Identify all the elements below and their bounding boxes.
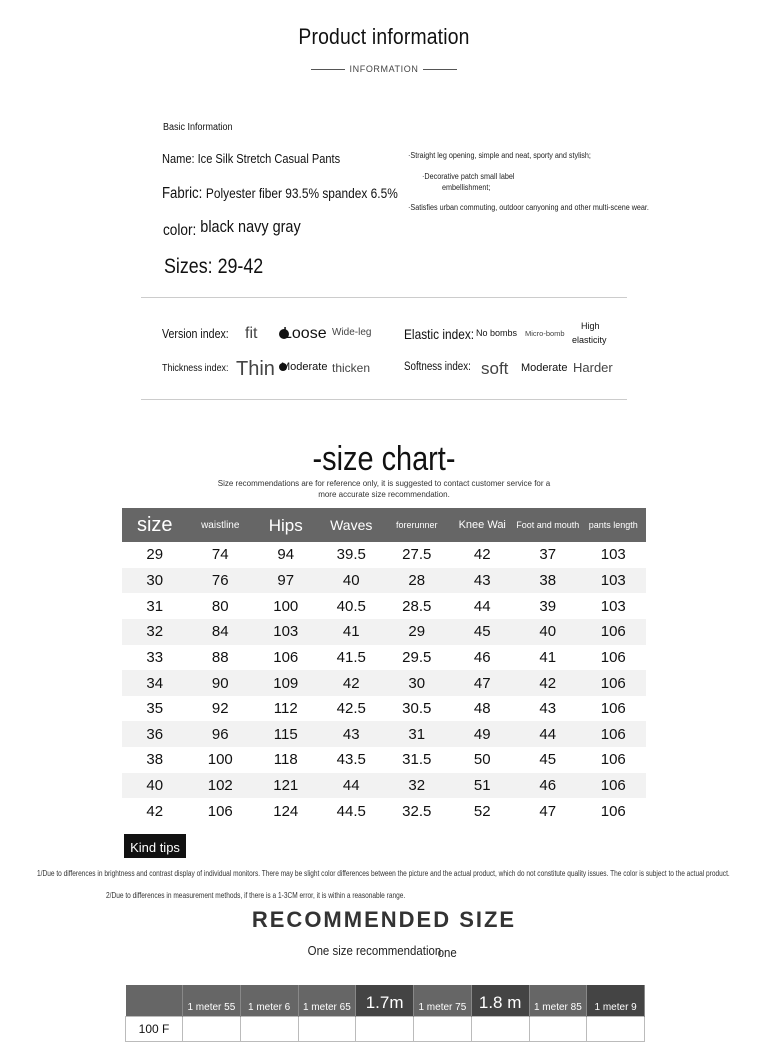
rec-col-155: 1 meter 55 [183, 985, 241, 1017]
size-chart-cell: 32 [122, 619, 188, 645]
size-chart-cell: 106 [581, 773, 647, 799]
size-chart-cell: 38 [515, 568, 581, 594]
size-chart-cell: 43 [539, 700, 557, 718]
size-chart-cell: 49 [450, 721, 516, 747]
size-chart-cell: 92 [211, 700, 229, 718]
size-chart-cell: 94 [277, 546, 295, 564]
size-chart-cell: 52 [473, 802, 491, 820]
size-chart-cell: 121 [253, 773, 319, 799]
fabric-label: Fabric: [162, 185, 203, 202]
elastic-micro-bomb: Micro-bomb [525, 329, 565, 338]
size-chart-cell: 39.5 [336, 546, 366, 564]
size-chart-row [122, 696, 646, 722]
size-chart-cell: 29.5 [402, 648, 432, 666]
product-name: Name: Ice Silk Stretch Casual Pants [162, 151, 341, 166]
size-chart-cell: 100 [273, 597, 299, 615]
col-pants-length: pants length [581, 508, 647, 542]
size-chart-cell: 46 [515, 773, 581, 799]
recommended-header-row [126, 985, 645, 1017]
size-chart-cell: 76 [188, 568, 254, 594]
col-waistline: waistline [188, 508, 254, 542]
elastic-no-bombs: No bombs [476, 328, 518, 338]
size-chart-cell: 74 [211, 546, 229, 564]
size-chart-cell: 33 [146, 648, 164, 666]
size-chart-cell: 112 [273, 700, 298, 718]
size-chart-cell: 106 [600, 648, 626, 666]
size-chart-cell: 106 [207, 802, 233, 820]
softness-moderate: Moderate [521, 362, 568, 374]
color-label: color: [163, 222, 197, 239]
size-chart-cell: 106 [581, 721, 647, 747]
size-chart-row [122, 721, 646, 747]
size-chart-cell: 42 [146, 802, 164, 820]
size-chart-cell: 43.5 [336, 751, 366, 769]
feature-3: ·Satisfies urban commuting, outdoor canyoning and other multi-scene wear. [408, 203, 649, 212]
col-foot-mouth: Foot and mouth [515, 508, 581, 542]
col-forerunner: forerunner [384, 508, 450, 542]
softness-index-label: Softness index: [404, 361, 471, 373]
basic-info-heading: Basic Information [163, 122, 233, 133]
size-chart-cell: 115 [253, 721, 319, 747]
section-divider-top [141, 297, 627, 298]
version-wide-leg: Wide-leg [332, 327, 372, 338]
size-chart-cell: 51 [450, 773, 516, 799]
size-chart-cell: 28.5 [402, 597, 432, 615]
size-chart-cell: 90 [188, 670, 254, 696]
thickness-index-label: Thickness index: [162, 362, 229, 374]
col-knee: Knee Wai [450, 508, 516, 542]
size-chart-cell: 118 [273, 751, 298, 769]
size-chart-cell: 84 [188, 619, 254, 645]
size-chart-cell: 40 [122, 773, 188, 799]
size-chart-cell: 30 [122, 568, 188, 594]
elastic-index-label: Elastic index: [404, 326, 475, 342]
recommended-size-subtitle: One size recommendationone [307, 943, 457, 960]
size-chart-cell: 42 [515, 670, 581, 696]
size-chart-cell: 47 [539, 802, 557, 820]
rec-col-175: 1 meter 75 [414, 985, 472, 1017]
rec-col-170: 1.7m [356, 985, 414, 1017]
page-title: Product information [298, 24, 470, 49]
size-chart-cell: 41 [319, 619, 385, 645]
recommended-size-table [125, 985, 645, 1042]
size-chart-cell: 43 [450, 568, 516, 594]
fabric-value: Polyester fiber 93.5% spandex 6.5% [205, 185, 398, 201]
size-chart-cell: 34 [122, 670, 188, 696]
size-chart-cell: 41.5 [336, 648, 366, 666]
version-fit: fit [245, 325, 258, 342]
rec-col-190: 1 meter 9 [587, 985, 645, 1017]
size-chart-cell: 50 [473, 751, 491, 769]
section-divider-bottom [141, 399, 627, 400]
size-chart-cell: 46 [473, 648, 491, 666]
size-chart-cell: 106 [581, 670, 647, 696]
size-chart-cell: 42.5 [336, 700, 366, 718]
size-chart-cell: 35 [146, 700, 164, 718]
size-chart-cell: 45 [539, 751, 557, 769]
size-chart-cell: 124 [273, 802, 299, 820]
size-chart-cell: 42 [319, 670, 385, 696]
size-chart-cell: 40 [319, 568, 385, 594]
col-size: size [122, 508, 188, 542]
size-chart-cell: 109 [253, 670, 319, 696]
kind-tips-label: Kind tips [124, 834, 186, 858]
size-chart-cell: 44 [515, 721, 581, 747]
size-chart-cell: 96 [188, 721, 254, 747]
size-range: Sizes: 29-42 [164, 255, 264, 278]
size-chart-cell: 103 [600, 546, 626, 564]
size-chart-cell: 28 [384, 568, 450, 594]
size-chart-cell: 106 [581, 619, 647, 645]
size-chart-cell: 31.5 [402, 751, 432, 769]
tip-2: 2/Due to differences in measurement methods, if there is a 1-3CM error, it is within a reasonable range. [106, 891, 406, 900]
size-chart-cell: 44 [319, 773, 385, 799]
size-chart-cell: 30 [384, 670, 450, 696]
feature-1: ·Straight leg opening, simple and neat, sporty and stylish; [408, 151, 591, 160]
color-info [163, 217, 301, 240]
size-chart-row [122, 593, 646, 619]
size-chart-table [122, 508, 646, 824]
size-chart-row [122, 645, 646, 671]
softness-soft: soft [481, 359, 509, 378]
col-hips: Hips [253, 508, 319, 542]
size-chart-cell: 30.5 [402, 700, 432, 718]
size-chart-cell: 102 [188, 773, 254, 799]
version-loose-selected: Loose [279, 325, 327, 343]
size-chart-cell: 39 [539, 597, 557, 615]
page-subtitle: INFORMATION [349, 64, 419, 74]
feature-2-cont: embellishment; [442, 183, 491, 192]
size-chart-cell: 32.5 [402, 802, 432, 820]
col-waves: Waves [319, 508, 385, 542]
size-chart-cell: 106 [600, 700, 626, 718]
feature-2: ·Decorative patch small label [422, 172, 515, 181]
size-chart-cell: 48 [473, 700, 491, 718]
size-chart-cell: 106 [600, 802, 626, 820]
size-chart-cell: 88 [211, 648, 229, 666]
size-chart-cell: 31 [384, 721, 450, 747]
size-chart-cell: 106 [273, 648, 299, 666]
size-chart-cell: 106 [600, 751, 626, 769]
softness-harder: Harder [573, 360, 613, 375]
size-chart-cell: 29 [384, 619, 450, 645]
rec-col-165: 1 meter 65 [298, 985, 356, 1017]
size-chart-cell: 97 [253, 568, 319, 594]
size-chart-cell: 100 [207, 751, 233, 769]
size-chart-row [122, 619, 646, 645]
fabric-info [162, 185, 398, 203]
elastic-elasticity: elasticity [572, 335, 607, 345]
size-chart-cell: 45 [450, 619, 516, 645]
tip-1: 1/Due to differences in brightness and contrast display of individual monitors. There may be slight color differences between the picture and the actual product, which do not constitute quality issues. The color is subject to the actual product. [37, 869, 730, 878]
rec-row-label: 100 F [126, 1017, 183, 1042]
size-chart-cell: 103 [600, 597, 626, 615]
size-chart-cell: 40.5 [336, 597, 366, 615]
recommended-size-title: RECOMMENDED SIZE [251, 907, 517, 932]
size-chart-cell: 103 [253, 619, 319, 645]
size-chart-cell: 41 [539, 648, 557, 666]
rec-col-blank [126, 985, 183, 1017]
size-chart-header-row [122, 508, 646, 542]
size-chart-cell: 37 [539, 546, 557, 564]
color-value: black navy gray [200, 217, 301, 236]
size-chart-note: Size recommendations are for reference only, it is suggested to contact customer service for a more accurate size recommendation. [217, 479, 551, 499]
version-index-label: Version index: [162, 327, 229, 341]
size-chart-cell: 103 [581, 568, 647, 594]
size-chart-cell: 40 [515, 619, 581, 645]
rec-col-185: 1 meter 85 [529, 985, 587, 1017]
size-chart-cell: 36 [122, 721, 188, 747]
size-chart-cell: 38 [146, 751, 164, 769]
size-chart-title: -size chart- [312, 440, 456, 478]
thickness-thicken: thicken [332, 361, 371, 375]
elastic-high: High [581, 321, 600, 331]
size-chart-cell: 42 [473, 546, 491, 564]
size-chart-cell: 31 [146, 597, 164, 615]
size-chart-cell: 29 [146, 546, 164, 564]
thickness-moderate-selected: Moderate [281, 361, 328, 373]
size-chart-cell: 47 [450, 670, 516, 696]
size-chart-row [122, 568, 646, 594]
size-chart-cell: 27.5 [402, 546, 432, 564]
size-chart-row [122, 773, 646, 799]
rec-col-180: 1.8 m [471, 985, 529, 1017]
rec-col-160: 1 meter 6 [240, 985, 298, 1017]
size-chart-cell: 44.5 [336, 802, 366, 820]
size-chart-row [122, 542, 646, 568]
size-chart-cell: 43 [319, 721, 385, 747]
thickness-thin: Thin [236, 358, 275, 380]
divider-right [423, 69, 457, 70]
size-chart-cell: 44 [473, 597, 491, 615]
size-chart-cell: 32 [384, 773, 450, 799]
size-chart-cell: 80 [211, 597, 229, 615]
size-chart-row [122, 747, 646, 773]
size-chart-row [122, 670, 646, 696]
size-chart-row [122, 798, 646, 824]
recommended-row [126, 1017, 645, 1042]
